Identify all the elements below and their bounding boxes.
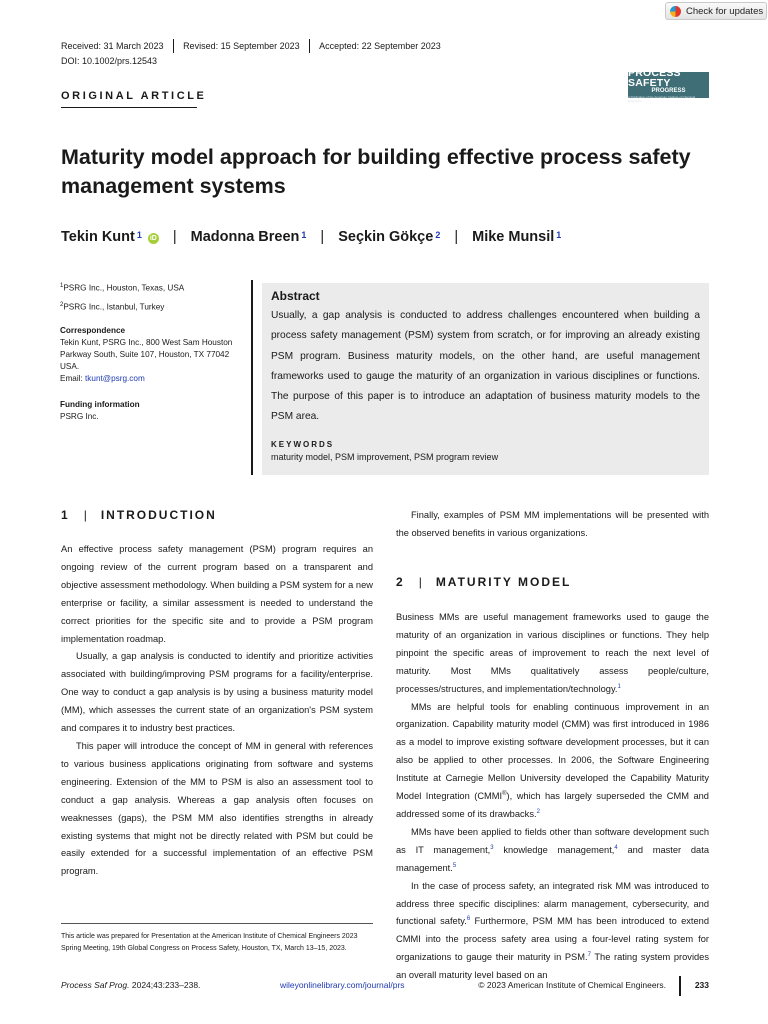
journal-logo	[628, 66, 709, 103]
section-pipe: |	[83, 508, 87, 522]
abstract-box	[262, 283, 709, 475]
abstract-rule	[251, 280, 253, 475]
affiliation-number: 2	[60, 301, 64, 308]
affiliation-text: PSRG Inc., Istanbul, Turkey	[63, 302, 165, 312]
keywords: maturity model, PSM improvement, PSM program review	[271, 451, 499, 462]
author-affiliation-ref[interactable]: 1	[301, 230, 307, 240]
journal-logo-line1: PROCESS SAFETY	[628, 66, 681, 89]
reference-link[interactable]: 4	[614, 844, 618, 851]
footer-citation	[61, 980, 200, 990]
author-separator: |	[320, 229, 325, 245]
paper-title: Maturity model approach for building effective process safety management systems	[61, 145, 691, 198]
revised-date: Revised: 15 September 2023	[183, 41, 300, 51]
reference-link[interactable]: 6	[466, 916, 471, 923]
page-footer	[61, 980, 709, 994]
funding-label: Funding information	[60, 400, 140, 410]
footer-volume: 2024;43:233–238.	[129, 980, 201, 990]
paragraph-text: MMs are helpful tools for enabling continuous improvement in an organization. Capability maturity model (CMM) was first introduced in 1986 as a model to improve existing software development processes, but it can also be applied to other processes. In 2006, the Software Engineering Institute at Carnegie Mellon University developed the Capability Maturity Model Integration (CMMI	[396, 701, 709, 802]
author-separator: |	[454, 229, 459, 245]
author-name[interactable]: Seçkin Gökçe	[338, 229, 434, 245]
footer-copyright: © 2023 American Institute of Chemical Engineers.	[478, 980, 666, 990]
abstract-text: Usually, a gap analysis is conducted to address challenges encountered when building a process safety management (PSM) system from scratch, or for improving an already existing PSM program. Business maturity models, on the other hand, are useful management frameworks used to gauge the maturity of an organization in various disciplines or functions. The purpose of this paper is to introduce an adaptation of business maturity models to the PSM area.	[271, 310, 700, 423]
author-name[interactable]: Madonna Breen	[190, 229, 300, 245]
author-affiliation-ref[interactable]: 2	[435, 230, 441, 240]
author-info	[60, 280, 245, 423]
funding-text: PSRG Inc.	[60, 412, 99, 422]
footer-journal: Process Saf Prog.	[61, 980, 130, 990]
paragraph	[396, 824, 709, 878]
keywords-heading: KEYWORDS	[271, 439, 335, 449]
paragraph	[396, 609, 709, 699]
doi: DOI: 10.1002/prs.12543	[61, 56, 158, 66]
author-name[interactable]: Mike Munsil	[472, 229, 555, 245]
paragraph-text: In the case of process safety, an integrated risk MM was introduced to address three specific disciplines: alarm management, cybersecurity, and functional safety.	[396, 880, 709, 927]
affiliation-text: PSRG Inc., Houston, Texas, USA	[63, 283, 185, 293]
paragraph	[396, 878, 709, 985]
footnote: This article was prepared for Presentation at the American Institute of Chemical Engineers 2023 Spring Meeting, 19th Global Congress on Process Safety, Houston, TX, March 13–15, 2023.	[61, 933, 358, 952]
reference-link[interactable]: 1	[617, 683, 621, 690]
section-number: 1	[61, 508, 70, 522]
left-column-text	[61, 541, 373, 881]
author-list	[61, 229, 561, 245]
section-title: INTRODUCTION	[100, 508, 217, 522]
paragraph-text: Business MMs are useful management frameworks used to gauge the maturity of an organization in various disciplines or functions. They help pinpoint the specific areas of improvement to reach the next level of maturity. Most MMs qualitatively assess people/culture, processes/structures, and implementation/technology.	[396, 612, 709, 694]
paragraph: An effective process safety management (PSM) program requires an ongoing review of the current program based on a transparent and objective assessment methodology. When building a PSM system for a new enterprise or facility, a similar assessment is needed to understand the correct priorities for the specific site and to provide a PSM program implementation roadmap.	[61, 544, 373, 644]
paragraph: Finally, examples of PSM MM implementations will be presented with the observed benefits in various organizations.	[396, 510, 709, 538]
correspondence-text: Tekin Kunt, PSRG Inc., 800 West Sam Houston Parkway South, Suite 107, Houston, TX 77042 USA.	[60, 338, 233, 372]
author-affiliation-ref[interactable]: 1	[556, 230, 562, 240]
divider	[173, 39, 175, 53]
section-heading-maturity-model	[396, 575, 571, 589]
correspondence-email	[60, 373, 245, 385]
paragraph-text: knowledge management,	[493, 844, 615, 855]
affiliation	[60, 299, 245, 314]
paragraph	[396, 699, 709, 824]
right-column-intro-text	[396, 507, 709, 543]
author-affiliation-ref[interactable]: 1	[136, 230, 142, 240]
journal-logo-line2: PROGRESS	[651, 87, 686, 94]
accepted-date: Accepted: 22 September 2023	[319, 41, 441, 51]
author-name[interactable]: Tekin Kunt	[61, 229, 135, 245]
received-date: Received: 31 March 2023	[61, 41, 164, 51]
correspondence-label: Correspondence	[60, 326, 126, 336]
article-type-underline	[61, 107, 197, 108]
section-heading-introduction	[61, 508, 217, 522]
section-pipe: |	[418, 575, 422, 589]
article-dates	[61, 39, 441, 53]
registered-mark: ®	[502, 790, 507, 797]
reference-link[interactable]: 3	[490, 844, 494, 851]
author-separator: |	[172, 229, 177, 245]
paragraph-text: MMs have been applied to fields other than software development such as IT management,	[396, 826, 709, 855]
paragraph: This paper will introduce the concept of MM in general with references to various business applications originating from software and systems engineering. Extension of the MM to PSM is also an assessment tool to conduct a gap analysis. Whereas a gap analysis often focuses on weaknesses (gaps), the PSM MM also identifies strengths in already existing systems that might not be directly related with PSM but could be easily extended for a successful implementation of an effective PSM program.	[61, 740, 373, 877]
paragraph: Usually, a gap analysis is conducted to identify and prioritize activities associated with building/improving PSM programs for a facility/enterprise. One way to conduct a gap analysis is by using a business maturity model (MM), which assesses the current state of an organization's PSM system and compares it to industry best practices.	[61, 651, 373, 734]
affiliation	[60, 280, 245, 295]
email-link[interactable]: tkunt@psrg.com	[85, 374, 145, 384]
check-for-updates-button[interactable]	[665, 2, 767, 20]
orcid-icon[interactable]: iD	[149, 235, 157, 242]
divider	[309, 39, 311, 53]
affiliation-number: 1	[60, 283, 64, 289]
email-label: Email:	[60, 374, 86, 384]
reference-link[interactable]: 2	[536, 808, 540, 815]
paragraph-text: ), which has largely superseded the CMM and addressed some of its drawbacks.	[396, 791, 709, 819]
section-title: MATURITY MODEL	[435, 575, 572, 589]
paragraph-text: and master data management.	[396, 844, 709, 873]
reference-link[interactable]: 5	[452, 862, 457, 869]
section-number: 2	[396, 575, 405, 589]
paragraph-text: The rating system provides an overall maturity level based on an	[396, 952, 710, 981]
footer-divider	[679, 976, 681, 996]
right-column-text	[396, 609, 709, 985]
abstract-heading: Abstract	[271, 289, 320, 303]
crossmark-icon	[670, 6, 681, 17]
page-number: 233	[694, 980, 709, 990]
paragraph-text: Furthermore, PSM MM has been introduced to extend CMMI into the process safety area using a four-level rating system for organizations to gauge their maturity in PSM.	[396, 916, 709, 963]
footnote-rule	[61, 923, 373, 924]
article-type: ORIGINAL ARTICLE	[61, 90, 207, 102]
footer-journal-link[interactable]: wileyonlinelibrary.com/journal/prs	[280, 980, 405, 990]
check-for-updates-label: Check for updates	[686, 5, 764, 17]
reference-link[interactable]: 7	[587, 952, 591, 959]
journal-logo-line3: A Publication of the American Institute of Chemical Engineers	[628, 94, 696, 103]
